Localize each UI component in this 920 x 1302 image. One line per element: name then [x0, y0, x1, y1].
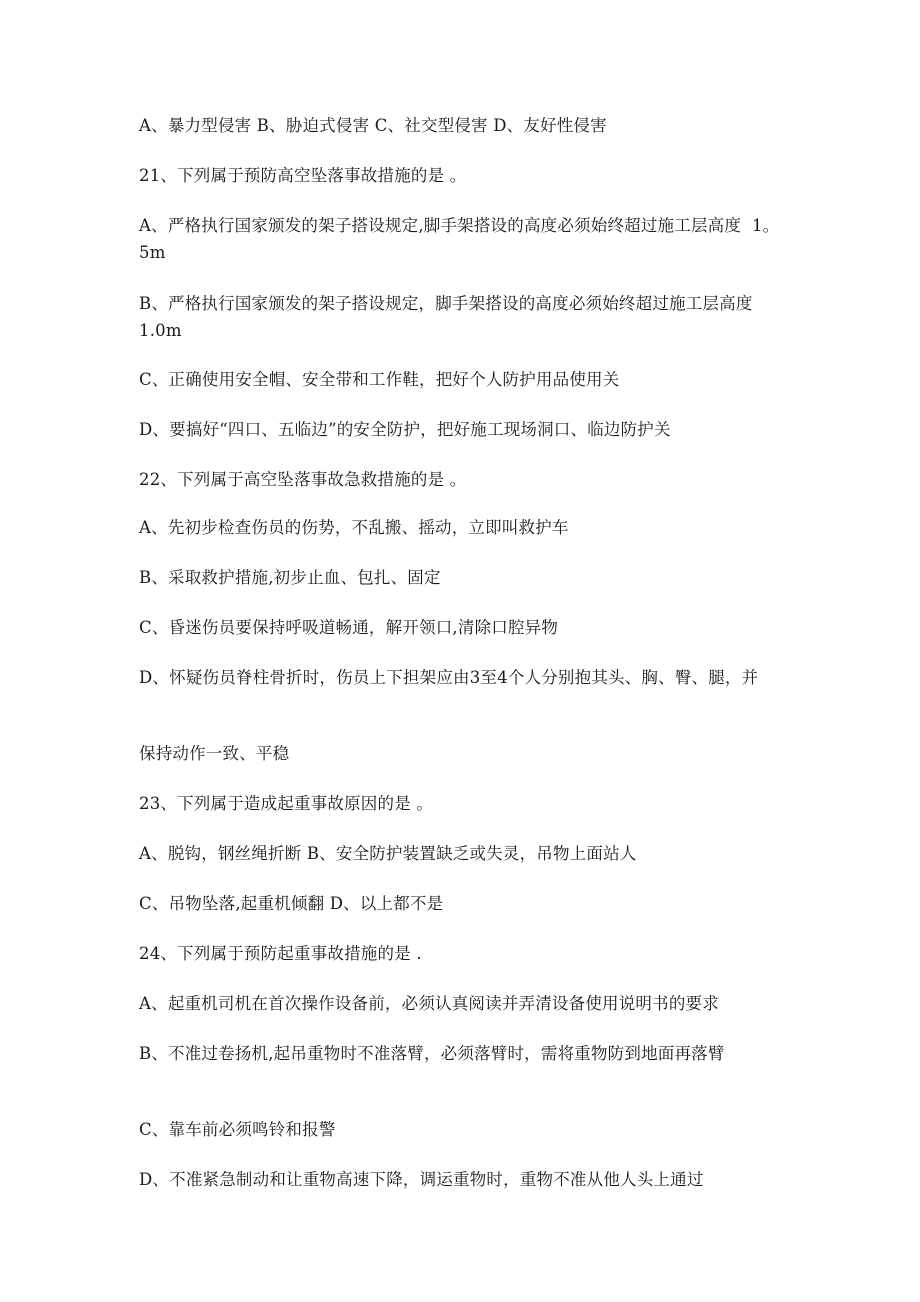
text-line-q24-d: D、不准紧急制动和让重物高速下降，调运重物时，重物不准从他人头上通过	[139, 1170, 704, 1189]
text-line-q24-b: B、不准过卷扬机,起吊重物时不准落臂，必须落臂时，需将重物防到地面再落臂	[139, 1044, 725, 1063]
text-line-q22-d: D、怀疑伤员脊柱骨折时，伤员上下担架应由3至4个人分别抱其头、胸、臀、腿，并	[139, 668, 759, 687]
text-line-q21-d: D、要搞好“四口、五临边”的安全防护，把好施工现场洞口、临边防护关	[139, 420, 671, 439]
text-line-q22-c: C、昏迷伤员要保持呼吸道畅通，解开领口,清除口腔异物	[139, 618, 559, 637]
text-line-q21-b: B、严格执行国家颁发的架子搭设规定，脚手架搭设的高度必须始终超过施工层高度 1.0m	[139, 294, 764, 340]
text-line-q22-b: B、采取救护措施,初步止血、包扎、固定	[139, 568, 441, 587]
text-line-q24-c: C、靠车前必须鸣铃和报警	[139, 1120, 336, 1139]
text-line-q22-d-cont: 保持动作一致、平稳	[139, 744, 290, 763]
text-line-q22-a: A、先初步检查伤员的伤势，不乱搬、摇动，立即叫救护车	[139, 518, 569, 537]
text-line-q23-cd: C、吊物坠落,起重机倾翻 D、以上都不是	[139, 894, 444, 913]
text-line-q23-ab: A、脱钩，钢丝绳折断 B、安全防护装置缺乏或失灵，吊物上面站人	[139, 844, 637, 863]
text-line-q20-options: A、暴力型侵害 B、胁迫式侵害 C、社交型侵害 D、友好性侵害	[139, 116, 607, 135]
text-line-q23: 23、下列属于造成起重事故原因的是 。	[139, 794, 434, 813]
text-line-q21: 21、下列属于预防高空坠落事故措施的是 。	[139, 166, 467, 185]
text-line-q21-a: A、严格执行国家颁发的架子搭设规定,脚手架搭设的高度必须始终超过施工层高度 1。5m	[139, 216, 780, 262]
text-line-q24-a: A、起重机司机在首次操作设备前，必须认真阅读并弄清设备使用说明书的要求	[139, 994, 719, 1013]
text-line-q21-c: C、正确使用安全帽、安全带和工作鞋，把好个人防护用品使用关	[139, 370, 620, 389]
text-line-q24: 24、下列属于预防起重事故措施的是 .	[139, 944, 422, 963]
text-line-q22: 22、下列属于高空坠落事故急救措施的是 。	[139, 470, 467, 489]
